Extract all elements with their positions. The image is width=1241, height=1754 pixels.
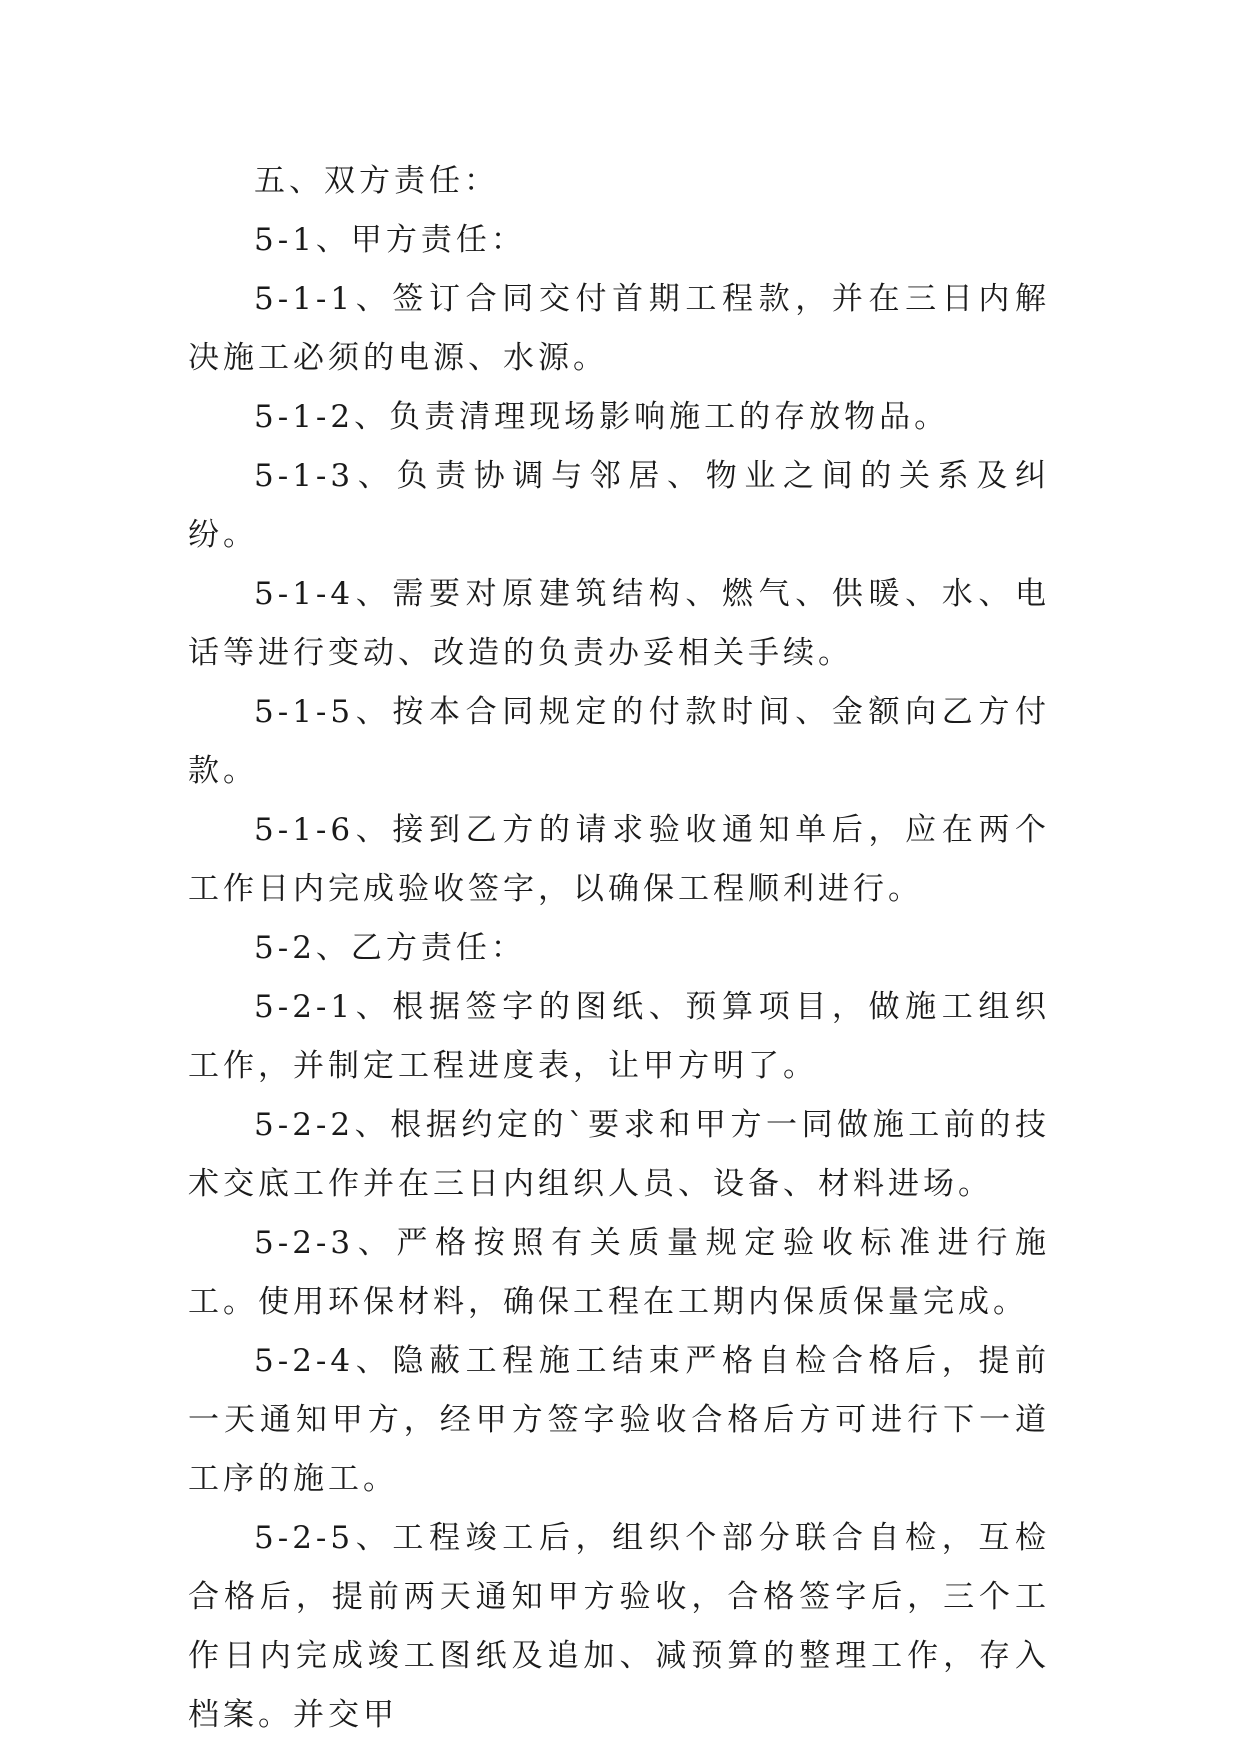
- clause-5-1-1: 5-1-1、签订合同交付首期工程款，并在三日内解决施工必须的电源、水源。: [188, 281, 1050, 376]
- clause-5-1-4: 5-1-4、需要对原建筑结构、燃气、供暖、水、电话等进行变动、改造的负责办妥相关手续。: [188, 576, 1050, 671]
- section-heading: 五、双方责任：: [254, 163, 499, 199]
- clause-5-2-2: 5-2-2、根据约定的`要求和甲方一同做施工前的技术交底工作并在三日内组织人员、设备、材料进场。: [188, 1107, 1050, 1202]
- clause-5-2-3: 5-2-3、严格按照有关质量规定验收标准进行施工。使用环保材料，确保工程在工期内保质保量完成。: [188, 1225, 1050, 1320]
- clause-5-1-3: 5-1-3、负责协调与邻居、物业之间的关系及纠纷。: [188, 458, 1050, 553]
- clause-5-2-5: 5-2-5、工程竣工后，组织个部分联合自检，互检合格后，提前两天通知甲方验收，合格签字后，三个工作日内完成竣工图纸及追加、减预算的整理工作，存入档案。并交甲: [188, 1520, 1050, 1733]
- clause-5-1-6: 5-1-6、接到乙方的请求验收通知单后，应在两个工作日内完成验收签字，以确保工程顺利进行。: [188, 812, 1050, 907]
- subsection-heading-party-b: 5-2、乙方责任：: [254, 930, 526, 966]
- clause-5-2-1: 5-2-1、根据签字的图纸、预算项目，做施工组织工作，并制定工程进度表，让甲方明了。: [188, 989, 1050, 1084]
- document-page: [188, 152, 1050, 1745]
- clause-5-1-2: 5-1-2、负责清理现场影响施工的存放物品。: [254, 399, 950, 435]
- clause-5-1-5: 5-1-5、按本合同规定的付款时间、金额向乙方付款。: [188, 694, 1050, 789]
- subsection-heading-party-a: 5-1、甲方责任：: [254, 222, 526, 258]
- clause-5-2-4: 5-2-4、隐蔽工程施工结束严格自检合格后，提前一天通知甲方，经甲方签字验收合格后方可进行下一道工序的施工。: [188, 1343, 1050, 1497]
